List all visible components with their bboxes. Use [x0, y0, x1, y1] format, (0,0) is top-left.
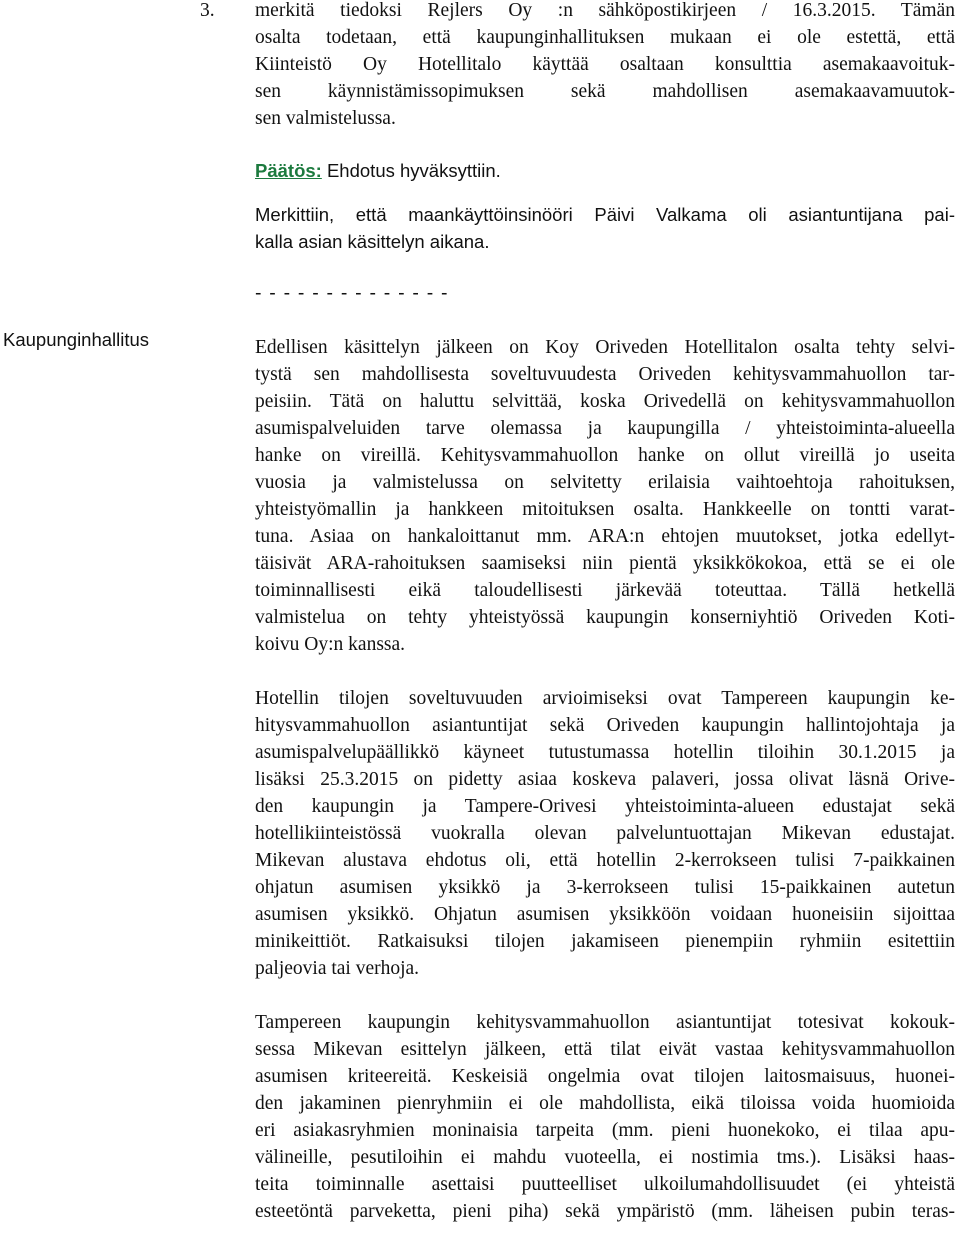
list-item-number: 3. — [200, 0, 215, 21]
text-line: den jakaminen pienryhmiin ei ole mahdollista, eikä tiloissa voida huomioida — [255, 1093, 955, 1114]
text-line: valmistelua on tehty yhteistyössä kaupungin konserniyhtiö Oriveden Koti- — [255, 607, 955, 628]
note-paragraph — [255, 201, 955, 255]
paragraph-1 — [255, 334, 955, 658]
separator-dashes: - - - - - - - - - - - - - - — [255, 282, 449, 304]
text-line: Tampereen kaupungin kehitysvammahuollon asiantuntijat totesivat kokouk- — [255, 1012, 955, 1033]
decision-label: Päätös: — [255, 160, 322, 181]
paragraph-2 — [255, 685, 955, 982]
text-line: vuosia ja valmistelussa on selvitetty erilaisia vaihtoehtoja rahoituksen, — [255, 472, 955, 493]
text-line: hotellikiinteistössä vuokralla olevan palveluntuottajan Mikevan edustajat. — [255, 823, 955, 844]
text-line: teita toiminnalle asettaisi puutteelliset ulkoilumahdollisuudet (ei yhteistä — [255, 1174, 955, 1195]
text-line: Kiinteistö Oy Hotellitalo käyttää osaltaan konsulttia asemakaavoituk- — [255, 54, 955, 75]
text-line: tuna. Asiaa on hankaloittanut mm. ARA:n ehtojen muutokset, jotka edellyt- — [255, 526, 955, 547]
text-line: asumisen kriteereitä. Keskeisiä ongelmia ovat tilojen laitosmaisuus, huonei- — [255, 1066, 955, 1087]
text-line: Edellisen käsittelyn jälkeen on Koy Oriveden Hotellitalon osalta tehty selvi- — [255, 337, 955, 358]
decision — [255, 157, 955, 184]
text-line: eri asiakasryhmien moninaisia tarpeita (mm. pieni huonekoko, ei tilaa apu- — [255, 1120, 955, 1141]
text-line: hitysvammahuollon asiantuntijat sekä Oriveden kaupungin hallintojohtaja ja — [255, 715, 955, 736]
text-line: täisivät ARA-rahoituksen saamiseksi niin pientä yksikkökokoa, että se ei ole — [255, 553, 955, 574]
text-line: yhteistyömallin ja hankkeen mitoituksen osalta. Hankkeelle on tontti varat- — [255, 499, 955, 520]
list-item-3 — [200, 0, 955, 132]
text-line: välineille, pesutiloihin ei mahdu vuoteella, ei nostimia tms.). Lisäksi haas- — [255, 1147, 955, 1168]
text-line: asumisen yksikkö. Ohjatun asumisen yksikköön voidaan huoneisiin sijoittaa — [255, 904, 955, 925]
text-line: den kaupungin ja Tampere-Orivesi yhteistoiminta-alueen edustajat sekä — [255, 796, 955, 817]
text-line: kalla asian käsittelyn aikana. — [255, 231, 490, 252]
text-line: esteetöntä parveketta, pieni piha) sekä ympäristö (mm. läheisen pubin teras- — [255, 1201, 955, 1222]
section-label-kaupunginhallitus: Kaupunginhallitus — [3, 329, 150, 350]
text-line: asumispalveluiden tarve olemassa ja kaupungilla / yhteistoiminta-alueella — [255, 418, 955, 439]
text-line: osalta todetaan, että kaupunginhallituksen mukaan ei ole estettä, että — [255, 27, 955, 48]
text-line: sen valmistelussa. — [255, 108, 396, 129]
text-line: Mikevan alustava ehdotus oli, että hotellin 2-kerrokseen tulisi 7-paikkainen — [255, 850, 955, 871]
text-line: peisiin. Tätä on haluttu selvittää, koska Orivedellä on kehitysvammahuollon — [255, 391, 955, 412]
text-line: toiminnallisesti eikä taloudellisesti järkevää toteuttaa. Tällä hetkellä — [255, 580, 955, 601]
text-line: Merkittiin, että maankäyttöinsinööri Päivi Valkama oli asiantuntijana pai- — [255, 204, 955, 225]
text-line: hanke on vireillä. Kehitysvammahuollon hanke on ollut vireillä jo useita — [255, 445, 955, 466]
text-line: minikeittiöt. Ratkaisuksi tilojen jakamiseen pienempiin ryhmiin esitettiin — [255, 931, 955, 952]
document-body — [200, 0, 955, 1225]
text-line: Hotellin tilojen soveltuvuuden arvioimiseksi ovat Tampereen kaupungin ke- — [255, 688, 955, 709]
text-line: sessa Mikevan esittelyn jälkeen, että tilat eivät vastaa kehitysvammahuollon — [255, 1039, 955, 1060]
text-line: paljeovia tai verhoja. — [255, 958, 420, 979]
text-line: koivu Oy:n kanssa. — [255, 634, 406, 655]
text-line: tystä sen mahdollisesta soveltuvuudesta Oriveden kehitysvammahuollon tar- — [255, 364, 955, 385]
text-line: lisäksi 25.3.2015 on pidetty asiaa koskeva palaveri, jossa olivat läsnä Orive- — [255, 769, 955, 790]
paragraph-3 — [255, 1009, 955, 1225]
text-line: sen käynnistämissopimuksen sekä mahdollisen asemakaavamuutok- — [255, 81, 955, 102]
text-line: ohjatun asumisen yksikkö ja 3-kerrokseen tulisi 15-paikkainen autetun — [255, 877, 955, 898]
text-line: asumispalvelupäällikkö käyneet tutustumassa hotellin tiloihin 30.1.2015 ja — [255, 742, 955, 763]
text-line: merkitä tiedoksi Rejlers Oy :n sähköpostikirjeen / 16.3.2015. Tämän — [255, 0, 955, 21]
decision-text: Ehdotus hyväksyttiin. — [321, 160, 501, 181]
